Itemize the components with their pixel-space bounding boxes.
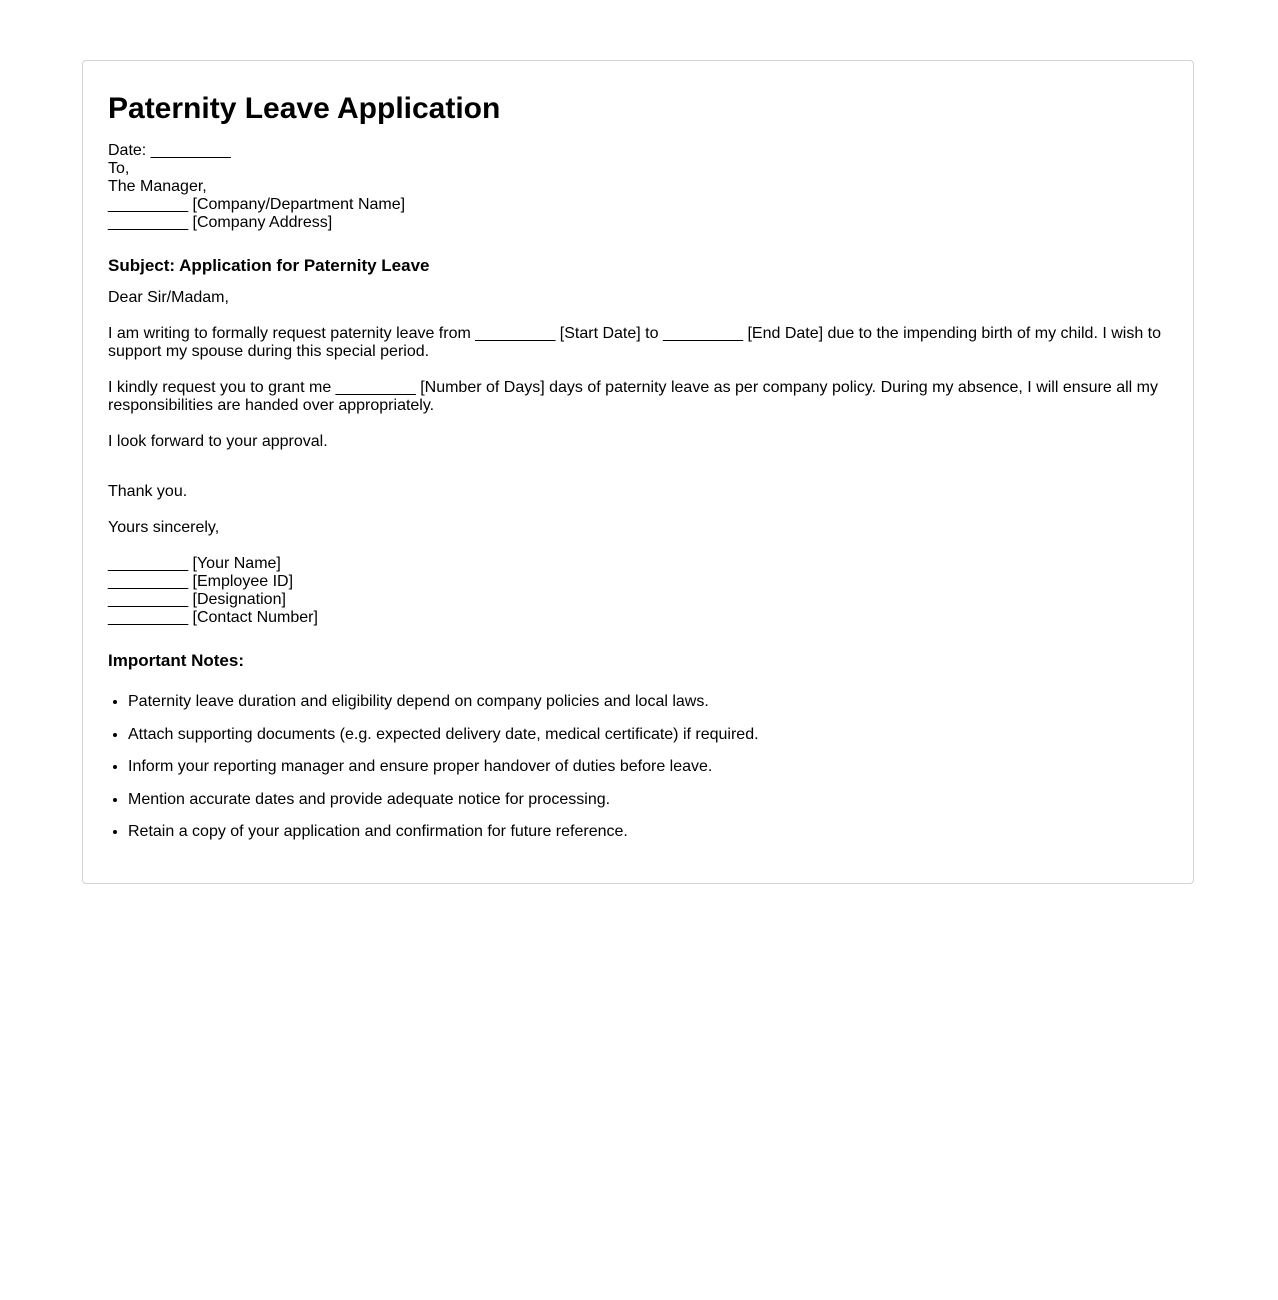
address-block [108,142,405,232]
list-item: • Retain a copy of your application and confirmation for future reference. [128,823,759,856]
signature-employee-id: _________ [Employee ID] [108,573,294,590]
company-address-line: _________ [Company Address] [108,214,333,231]
subject-heading: Subject: Application for Paternity Leave [108,256,430,275]
letter-card [82,60,1194,884]
page-title: Paternity Leave Application [108,92,501,125]
signature-designation: _________ [Designation] [108,591,286,608]
list-item: • Paternity leave duration and eligibility depend on company policies and local laws. [128,693,759,726]
signature-name: _________ [Your Name] [108,555,281,572]
company-line: _________ [Company/Department Name] [108,196,406,213]
body-paragraph-2: I kindly request you to grant me _________ [Number of Days] days of paternity leave as per company policy. During my absence, I will ensure all my responsibilities are handed over appropriately. [108,379,1158,414]
notes-list [108,693,759,856]
list-item: • Inform your reporting manager and ensure proper handover of duties before leave. [128,758,759,791]
signature-contact: _________ [Contact Number] [108,609,318,626]
salutation: Dear Sir/Madam, [108,289,229,306]
list-item: • Mention accurate dates and provide adequate notice for processing. [128,791,759,824]
thanks-line: Thank you. [108,483,188,500]
notes-heading: Important Notes: [108,651,244,670]
to-line: To, [108,160,130,177]
date-line: Date: _________ [108,142,231,159]
list-item: • Attach supporting documents (e.g. expected delivery date, medical certificate) if required. [128,726,759,759]
body-paragraph-1: I am writing to formally request paternity leave from _________ [Start Date] to _________ [End Date] due to the impending birth of my child. I wish to support my spouse during this special period. [108,325,1162,360]
body-paragraph-3: I look forward to your approval. [108,433,328,450]
recipient-line: The Manager, [108,178,207,195]
signature-block [108,555,1163,627]
sign-off-line: Yours sincerely, [108,519,220,536]
